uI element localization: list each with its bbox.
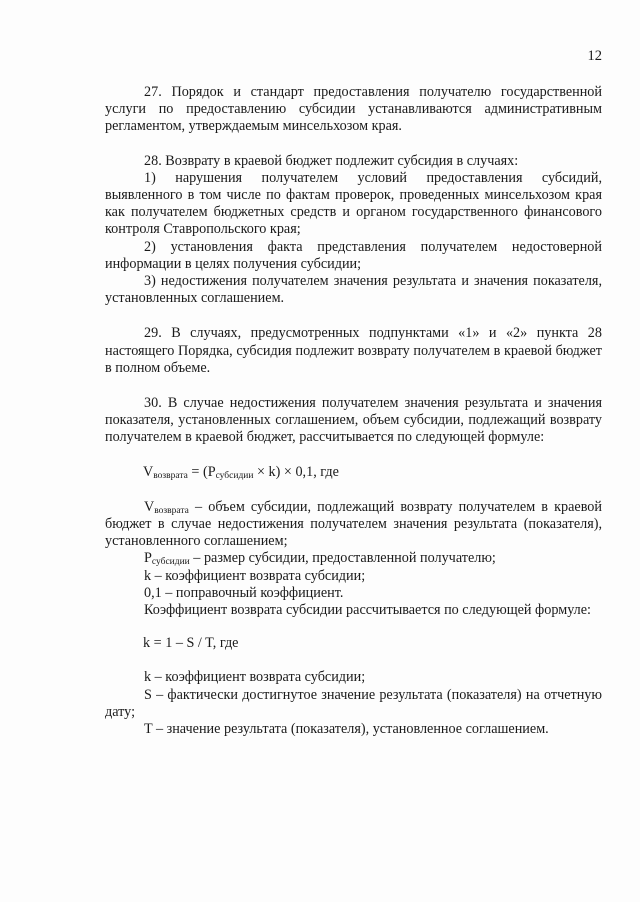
paragraph-27: 27. Порядок и стандарт предоставления получателю государственной услуги по предоставлению субсидии устанавливаются административным регламентом, утверждаемым минсельхозом края. xyxy=(105,84,602,135)
paragraph-28-intro: 28. Возврату в краевой бюджет подлежит субсидия в случаях: xyxy=(144,152,519,169)
definition-t: T – значение результата (показателя), установленное соглашением. xyxy=(144,721,549,738)
definition-p-symbol: P xyxy=(144,550,152,567)
formula-middle: = (P xyxy=(187,463,216,480)
paragraph-28-item-2: 2) установления факта представления получателем недостоверной информации в целях получения субсидии; xyxy=(105,238,602,272)
definition-v-symbol: V xyxy=(144,498,155,515)
coefficient-intro: Коэффициент возврата субсидии рассчитывается по следующей формуле: xyxy=(144,602,591,619)
paragraph-28-item-3: 3) недостижения получателем значения результата и значения показателя, установленных соглашением. xyxy=(105,273,602,307)
return-volume-formula xyxy=(105,464,602,481)
document-body xyxy=(105,84,602,738)
definition-p-subsidy xyxy=(105,550,602,567)
coefficient-formula: k = 1 – S / T, где xyxy=(143,635,239,652)
definition-v-text: – объем субсидии, подлежащий возврату получателем в краевой бюджет в случае недостижения получателем значения результата (показателя), установленного соглашением; xyxy=(105,498,602,550)
definition-v-subscript: возврата xyxy=(154,505,189,516)
definition-p-text: – размер субсидии, предоставленной получателю; xyxy=(189,550,496,567)
page-number: 12 xyxy=(587,48,602,64)
definition-v-return xyxy=(105,499,602,551)
definition-s: S – фактически достигнутое значение результата (показателя) на отчетную дату; xyxy=(105,686,602,720)
formula-p-subscript: субсидии xyxy=(215,470,254,481)
formula-tail: × k) × 0,1, где xyxy=(253,463,339,480)
paragraph-29: 29. В случаях, предусмотренных подпунктами «1» и «2» пункта 28 настоящего Порядка, субсидия подлежит возврату получателем в краевой бюджет в полном объеме. xyxy=(105,325,602,376)
definition-correction-coefficient: 0,1 – поправочный коэффициент. xyxy=(144,584,344,601)
definition-p-subscript: субсидии xyxy=(151,557,190,568)
formula-v-subscript: возврата xyxy=(153,470,188,481)
paragraph-30-intro: 30. В случае недостижения получателем значения результата и значения показателя, установленных соглашением, объем субсидии, подлежащий возврату получателем в краевой бюджет, рассчитывается по следующей формуле: xyxy=(105,395,602,446)
definition-k-second: k – коэффициент возврата субсидии; xyxy=(144,669,366,686)
definition-k: k – коэффициент возврата субсидии; xyxy=(144,567,366,584)
paragraph-28-item-1: 1) нарушения получателем условий предоставления субсидий, выявленного в том числе по фактам проверок, проведенных минсельхозом края как получателем бюджетных средств и органом государственного финансового контроля Ставропольского края; xyxy=(105,169,602,238)
formula-v-symbol: V xyxy=(143,463,154,480)
